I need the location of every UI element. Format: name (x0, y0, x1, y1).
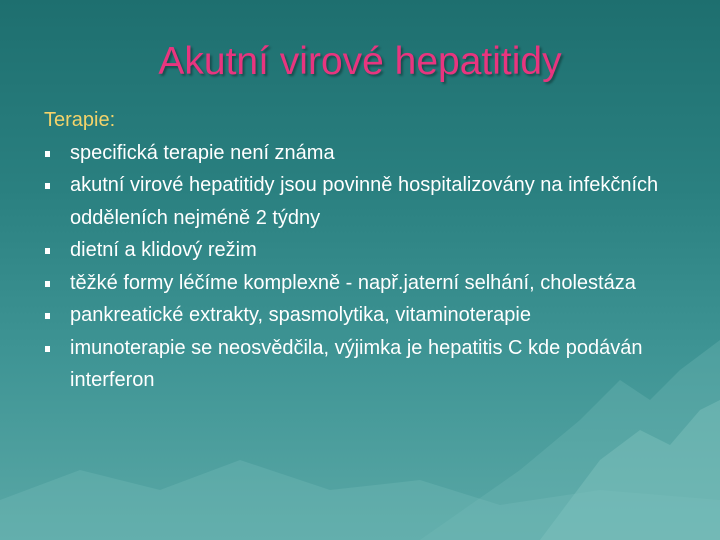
square-bullet-icon (45, 183, 50, 189)
bullet-text: imunoterapie se neosvědčila, výjimka je hepatitis C kde podáván interferon (70, 336, 643, 391)
square-bullet-icon (45, 346, 50, 352)
list-item (44, 137, 684, 170)
list-item (44, 169, 684, 234)
square-bullet-icon (45, 313, 50, 319)
bullet-text: těžké formy léčíme komplexně - např.jaterní selhání, cholestáza (70, 271, 636, 294)
slide-content (44, 104, 684, 397)
list-item (44, 234, 684, 267)
list-item (44, 267, 684, 300)
square-bullet-icon (45, 151, 50, 157)
bullet-text: dietní a klidový režim (70, 239, 257, 261)
bullet-text: specifická terapie není známa (70, 141, 335, 164)
bullet-list (44, 137, 684, 397)
slide-title: Akutní virové hepatitidy (158, 40, 562, 83)
list-item (44, 332, 684, 397)
bullet-text: pankreatické extrakty, spasmolytika, vitaminoterapie (70, 304, 531, 326)
list-item (44, 299, 684, 332)
square-bullet-icon (45, 248, 50, 254)
square-bullet-icon (45, 281, 50, 287)
bullet-text: akutní virové hepatitidy jsou povinně hospitalizovány na infekčních odděleních nejméně 2 týdny (70, 174, 659, 229)
section-heading: Terapie: (44, 109, 116, 131)
